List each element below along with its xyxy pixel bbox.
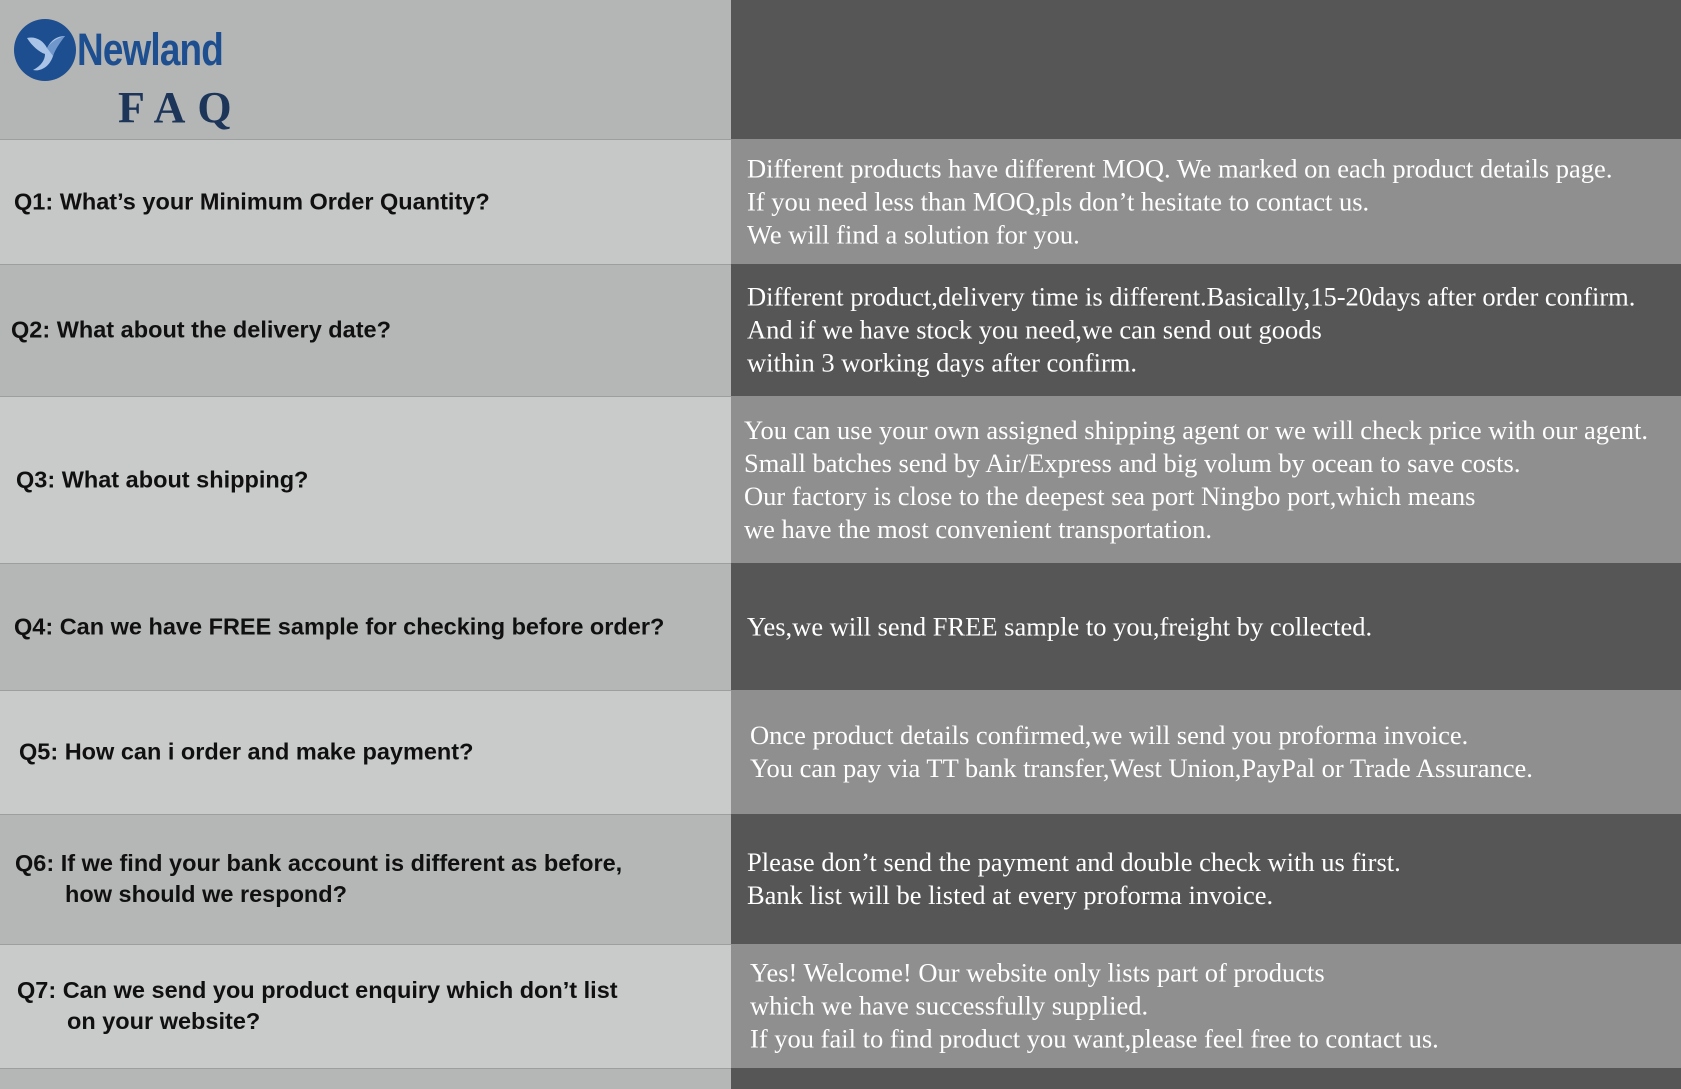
- question-text: [16, 464, 721, 495]
- question-text: [15, 848, 721, 910]
- newland-logo: [13, 18, 253, 82]
- faq-header: [0, 0, 1681, 139]
- answer-line: which we have successfully supplied.: [750, 990, 1149, 1021]
- question-cell: [0, 396, 731, 563]
- question-text: [17, 975, 721, 1037]
- question-line: Q7: Can we send you product enquiry which don’t list: [17, 977, 618, 1003]
- answer-line: Yes! Welcome! Our website only lists part of products: [750, 957, 1325, 988]
- page-title: FAQ: [118, 83, 244, 132]
- answer-cell: [731, 563, 1681, 690]
- row-divider: [0, 139, 731, 140]
- row-divider: [0, 264, 731, 265]
- question-cell: [0, 944, 731, 1068]
- faq-item-2: [0, 264, 1681, 396]
- question-cell: [0, 264, 731, 396]
- answer-cell: [731, 690, 1681, 814]
- faq-item-next-partial: [0, 1068, 1681, 1089]
- answer-cell: [731, 1068, 1681, 1089]
- answer-line: We will find a solution for you.: [747, 219, 1080, 249]
- answer-line: Yes,we will send FREE sample to you,freight by collected.: [747, 611, 1373, 641]
- answer-line: Please don’t send the payment and double check with us first.: [747, 847, 1401, 877]
- answer-text: [747, 846, 1677, 912]
- question-line: Q6: If we find your bank account is different as before,: [15, 850, 623, 876]
- answer-text: [750, 957, 1677, 1056]
- answer-line: Small batches send by Air/Express and big volum by ocean to save costs.: [744, 447, 1521, 478]
- question-line: Q4: Can we have FREE sample for checking before order?: [14, 613, 665, 639]
- faq-item-3: [0, 396, 1681, 563]
- answer-cell: [731, 944, 1681, 1068]
- question-cell: [0, 690, 731, 814]
- question-text: [19, 737, 721, 768]
- question-cell: [0, 1068, 731, 1089]
- question-cell: [0, 814, 731, 944]
- faq-item-6: [0, 814, 1681, 944]
- faq-item-4: [0, 563, 1681, 690]
- row-divider: [0, 1068, 731, 1069]
- question-cell: [0, 139, 731, 264]
- question-text: [14, 186, 721, 217]
- answer-line: within 3 working days after confirm.: [747, 347, 1138, 378]
- question-cell: [0, 563, 731, 690]
- answer-line: You can use your own assigned shipping agent or we will check price with our agent.: [744, 414, 1649, 445]
- answer-line: If you need less than MOQ,pls don’t hesitate to contact us.: [747, 186, 1370, 216]
- header-left-panel: [0, 0, 731, 139]
- question-line-continued: how should we respond?: [65, 881, 347, 907]
- answer-text: [747, 152, 1677, 251]
- row-divider: [0, 690, 731, 691]
- answer-line: Bank list will be listed at every proforma invoice.: [747, 880, 1274, 910]
- answer-cell: [731, 814, 1681, 944]
- faq-item-5: [0, 690, 1681, 814]
- question-line: Q1: What’s your Minimum Order Quantity?: [14, 188, 490, 214]
- answer-text: [750, 719, 1677, 785]
- answer-cell: [731, 139, 1681, 264]
- answer-text: [744, 414, 1681, 546]
- question-line: Q3: What about shipping?: [16, 466, 309, 492]
- question-text: [11, 315, 721, 346]
- faq-item-7: [0, 944, 1681, 1068]
- answer-line: Different products have different MOQ. We marked on each product details page.: [747, 153, 1613, 183]
- answer-line: we have the most convenient transportation.: [744, 513, 1213, 544]
- answer-line: Different product,delivery time is different.Basically,15-20days after order confirm.: [747, 281, 1636, 312]
- answer-line: And if we have stock you need,we can send out goods: [747, 314, 1322, 345]
- answer-cell: [731, 396, 1681, 563]
- answer-line: Our factory is close to the deepest sea port Ningbo port,which means: [744, 480, 1476, 511]
- answer-line: You can pay via TT bank transfer,West Union,PayPal or Trade Assurance.: [750, 753, 1533, 783]
- answer-line: If you fail to find product you want,please feel free to contact us.: [750, 1023, 1439, 1054]
- answer-cell: [731, 264, 1681, 396]
- row-divider: [0, 563, 731, 564]
- brand-name: Newland: [77, 24, 223, 75]
- faq-item-1: [0, 139, 1681, 264]
- question-text: [14, 611, 721, 642]
- header-right-panel: [731, 0, 1681, 139]
- bird-logo-icon: [13, 18, 77, 82]
- answer-text: [747, 281, 1677, 380]
- question-line: Q2: What about the delivery date?: [11, 316, 391, 343]
- answer-text: [747, 610, 1677, 643]
- row-divider: [0, 396, 731, 397]
- question-line-continued: on your website?: [67, 1008, 261, 1034]
- question-line: Q5: How can i order and make payment?: [19, 738, 474, 765]
- row-divider: [0, 944, 731, 945]
- answer-line: Once product details confirmed,we will send you proforma invoice.: [750, 720, 1469, 750]
- row-divider: [0, 814, 731, 815]
